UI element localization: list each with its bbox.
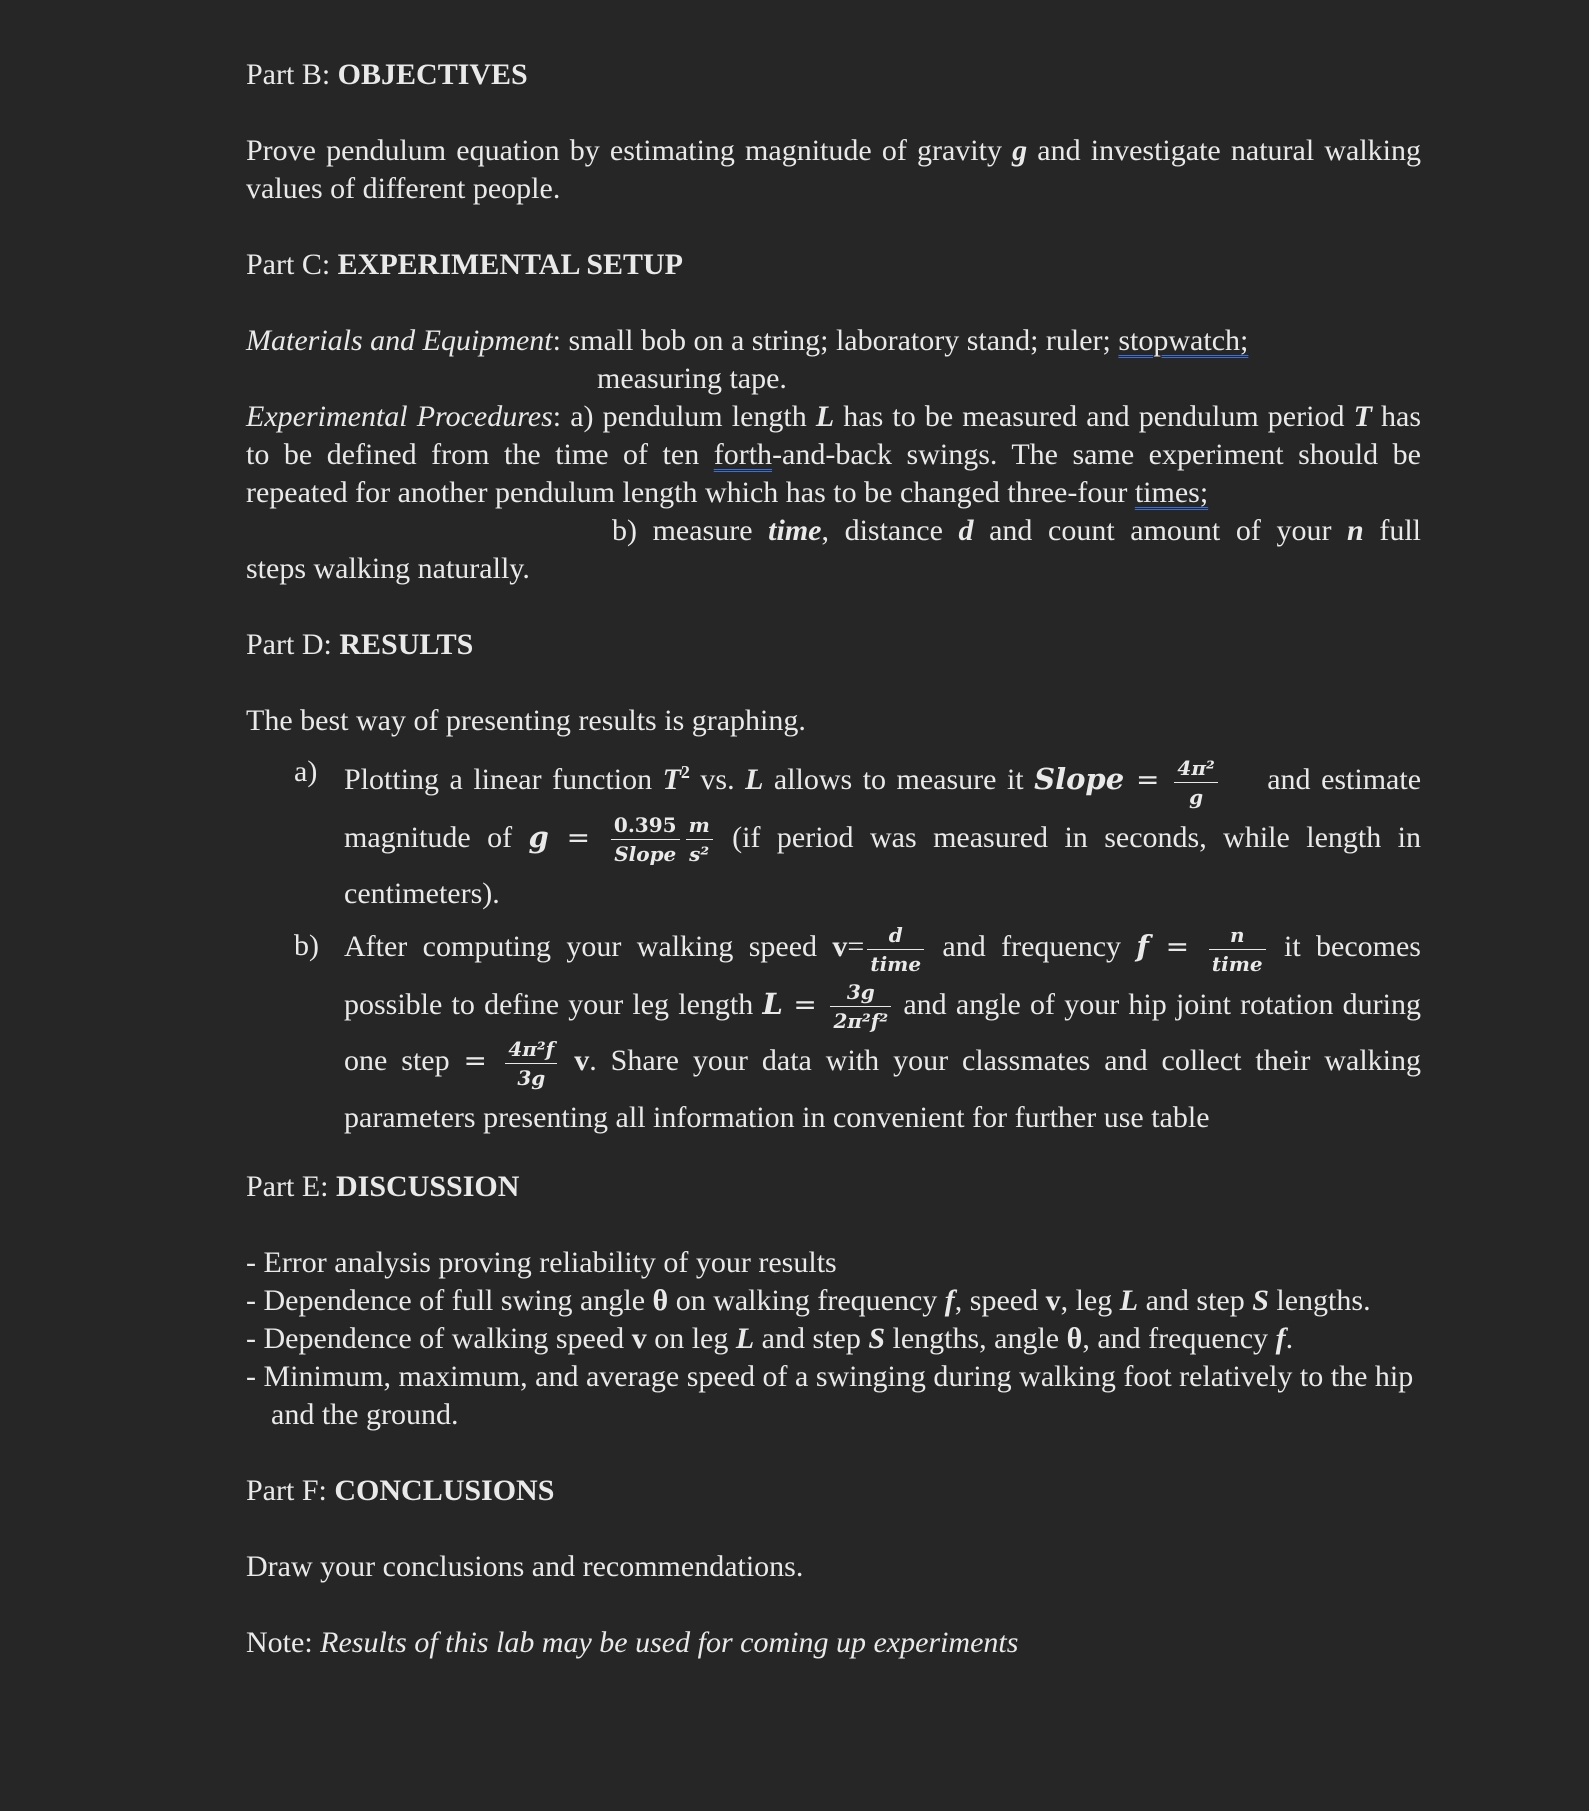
angle-fraction-den: 3g — [517, 1066, 546, 1091]
part-c-title: EXPERIMENTAL SETUP — [337, 248, 684, 281]
b-eq: = — [847, 930, 865, 964]
results-item-b-label: b) — [294, 929, 319, 963]
proc-b-time: time — [768, 514, 822, 547]
leg-fraction — [830, 980, 891, 1033]
a-eq: = — [1124, 763, 1172, 796]
discussion-list — [246, 1244, 1421, 1434]
part-b-title: OBJECTIVES — [337, 58, 528, 91]
part-e-title: DISCUSSION — [336, 1170, 520, 1204]
a-L: L — [745, 763, 764, 796]
a-text-3: allows to measure it — [763, 763, 1035, 796]
a-text-2: vs. — [689, 763, 746, 796]
angle-fraction-num: 4π²f — [505, 1037, 557, 1064]
materials-line — [246, 322, 1421, 360]
part-d-heading — [246, 626, 1421, 664]
results-item-a-label: a) — [294, 755, 318, 788]
proc-b-3: and count amount of your — [973, 514, 1348, 547]
note-text: Results of this lab may be used for coming up experiments — [320, 1626, 1019, 1660]
proc-b-2: , distance — [821, 514, 959, 547]
g-fraction-den: Slope — [614, 842, 677, 867]
discussion-item-1: - Error analysis proving reliability of your results — [246, 1246, 837, 1280]
discussion-item-4: - Minimum, maximum, and average speed of a swinging during walking foot relatively to the hip and the ground. — [246, 1360, 1414, 1432]
proc-b-4: full — [1363, 514, 1421, 547]
b-text-4: and angle of your hip joint rotation during one step — [344, 987, 1421, 1078]
proc-a-2: has to be measured and pendulum period — [834, 400, 1354, 433]
objectives-text — [246, 132, 1421, 208]
part-f-heading — [246, 1472, 1421, 1510]
unit-fraction — [686, 813, 713, 866]
a-text-4: estimate magnitude of — [344, 763, 1422, 854]
a-slope: Slope — [1034, 762, 1125, 796]
part-f-prefix: Part F: — [246, 1474, 335, 1508]
discussion-item-3: - Dependence of walking speed v on leg L and step S lengths, angle θ, and frequency f. — [246, 1322, 1294, 1356]
discussion-item-2: - Dependence of full swing angle θ on walking frequency f, speed v, leg L and step S lengths. — [246, 1284, 1371, 1318]
b-text-6: . Share your data with your classmates and collect their walking parameters presenting all information in convenient for further use table — [344, 1044, 1421, 1135]
a-g: g — [528, 819, 549, 854]
procedures-label: Experimental Procedures — [246, 400, 553, 433]
materials-text: : small bob on a string; laboratory stand; ruler; — [552, 324, 1119, 357]
part-d-prefix: Part D: — [246, 628, 340, 661]
speed-fraction-den: time — [870, 951, 922, 976]
freq-fraction — [1209, 923, 1266, 976]
materials-line-2: measuring tape. — [597, 362, 787, 395]
freq-fraction-den: time — [1211, 951, 1263, 976]
part-b-prefix: Part B: — [246, 58, 338, 91]
part-f-title: CONCLUSIONS — [334, 1474, 555, 1508]
materials-stopwatch: stopwatch; — [1118, 324, 1249, 357]
objectives-text-2: and investigate natural walking values of different people. — [246, 134, 1421, 205]
speed-fraction — [867, 923, 924, 976]
part-e-heading — [246, 1168, 1421, 1206]
procedures-b-2: steps walking naturally. — [246, 552, 530, 585]
proc-b-1: b) measure — [612, 514, 769, 547]
proc-a-4: -and-back swings. The same experiment should be repeated for another pendulum length which has to be changed three-four — [246, 438, 1421, 509]
part-d-title: RESULTS — [339, 628, 474, 661]
part-b-heading — [246, 56, 1421, 94]
a-sup2: 2 — [680, 762, 690, 782]
b-text-1: After computing your walking speed — [344, 930, 833, 964]
g-fraction — [611, 813, 680, 866]
b-text-2: and frequency — [927, 930, 1137, 964]
leg-fraction-den: 2π²f² — [833, 1009, 889, 1034]
proc-a-3: has to be defined from the time of ten — [246, 400, 1421, 471]
document-content — [246, 56, 1421, 1662]
a-text-5: (if period was measured in seconds, while length in centimeters). — [344, 820, 1421, 911]
b-text-3: it becomes possible to define your leg length — [344, 930, 1421, 1021]
proc-T: T — [1353, 400, 1372, 433]
procedures-a — [246, 398, 1421, 512]
b-v2: v — [560, 1044, 590, 1078]
proc-L: L — [815, 400, 835, 433]
b-L: L — [762, 986, 783, 1021]
part-c-prefix: Part C: — [246, 248, 338, 281]
results-intro: The best way of presenting results is graphing. — [246, 704, 806, 737]
b-v: v — [832, 930, 848, 964]
note-label: Note: — [246, 1626, 321, 1660]
unit-fraction-den: s² — [689, 842, 710, 867]
slope-fraction-den: g — [1189, 784, 1204, 809]
angle-fraction — [505, 1037, 557, 1090]
part-e-prefix: Part E: — [246, 1170, 336, 1204]
slope-fraction — [1174, 756, 1217, 809]
note-line — [246, 1624, 1421, 1662]
proc-times: times; — [1134, 476, 1209, 509]
b-f: f — [1136, 929, 1149, 964]
proc-b-n: n — [1347, 514, 1364, 547]
objectives-text-1: Prove pendulum equation by estimating magnitude of gravity — [246, 134, 1013, 167]
a-text-1: Plotting a linear function — [344, 763, 663, 796]
proc-b-d: d — [958, 514, 974, 547]
objectives-g: g — [1012, 134, 1028, 167]
leg-fraction-num: 3g — [830, 980, 891, 1007]
proc-a-1: : a) pendulum length — [552, 400, 816, 433]
speed-fraction-num: d — [867, 923, 924, 950]
unit-fraction-num: m — [686, 813, 713, 840]
a-T: T — [662, 763, 681, 796]
results-item-b: b) After computing your walking speed v= $\frac{d}{\text{time}}$ and frequency f = $\frac{n}{\text{time}}$ it becomes possible to define your leg length L = $\frac{3g}{\text{2π²f²}}$ and angle of your hip joint rotation during one step = $\frac{\text{4π²f}}{3g}$ v. Share your data with your classmates and collect their walking parameters presenting all information in convenient for further use table — [246, 918, 1421, 1146]
g-fraction-num: 0.395 — [611, 813, 680, 840]
results-item-a: a) Plotting a linear function $T^2$ vs. L allows to measure it Slope = $\frac{\text{4π²}}{g}$ and estimate magnitude of g = $\frac{0.395}{\text{Slope}}$ $\frac{m}{\text{s²}}$ (if period was measured in seconds, while length in centimeters). — [246, 744, 1421, 922]
slope-fraction-num: 4π² — [1174, 756, 1217, 783]
conclusions-text: Draw your conclusions and recommendations. — [246, 1550, 804, 1584]
freq-fraction-num: n — [1209, 923, 1266, 950]
proc-forth: forth — [713, 438, 773, 471]
part-c-heading — [246, 246, 1421, 284]
procedures-b — [246, 512, 1421, 550]
a-and: and — [1267, 763, 1311, 796]
materials-label: Materials and Equipment — [246, 324, 553, 357]
